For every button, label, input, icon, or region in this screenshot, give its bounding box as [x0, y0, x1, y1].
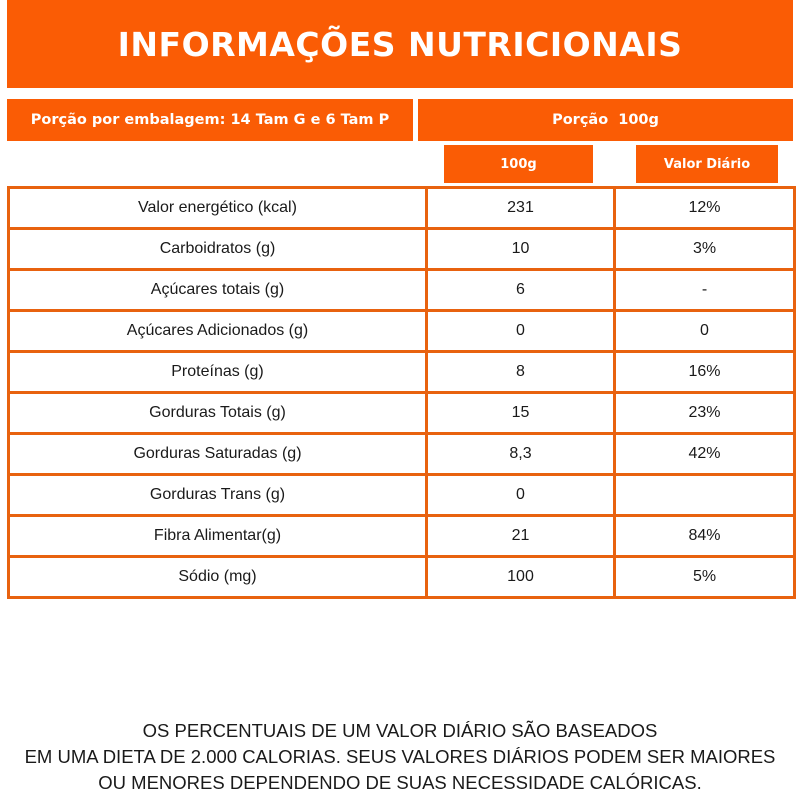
nutrient-amount: 15 — [427, 393, 615, 434]
nutrient-amount: 21 — [427, 516, 615, 557]
nutrient-daily-value — [615, 475, 795, 516]
portion-per-package-banner — [7, 99, 413, 141]
footnote-line: OS PERCENTUAIS DE UM VALOR DIÁRIO SÃO BASEADOS — [142, 720, 658, 741]
nutrient-name: Gorduras Totais (g) — [9, 393, 427, 434]
nutrient-name: Sódio (mg) — [9, 557, 427, 598]
nutrient-name: Gorduras Saturadas (g) — [9, 434, 427, 475]
nutrient-daily-value: 16% — [615, 352, 795, 393]
nutrition-table-body — [9, 188, 795, 598]
nutrient-name: Fibra Alimentar(g) — [9, 516, 427, 557]
nutrient-amount: 231 — [427, 188, 615, 229]
nutrient-daily-value: 23% — [615, 393, 795, 434]
nutrient-daily-value: 42% — [615, 434, 795, 475]
table-row — [9, 352, 795, 393]
nutrition-table — [7, 186, 796, 599]
amount-column-header — [444, 145, 593, 183]
nutrient-name: Valor energético (kcal) — [9, 188, 427, 229]
table-row — [9, 557, 795, 598]
table-row — [9, 270, 795, 311]
nutrient-daily-value: - — [615, 270, 795, 311]
nutrient-amount: 8 — [427, 352, 615, 393]
nutrient-daily-value: 3% — [615, 229, 795, 270]
nutrient-amount: 6 — [427, 270, 615, 311]
portion-size-label: Porção 100g — [552, 112, 659, 128]
table-row — [9, 434, 795, 475]
daily-value-column-label: Valor Diário — [663, 156, 751, 172]
page-title: INFORMAÇÕES NUTRICIONAIS — [117, 24, 683, 64]
nutrient-amount: 10 — [427, 229, 615, 270]
nutrient-amount: 100 — [427, 557, 615, 598]
table-row — [9, 229, 795, 270]
nutrient-name: Gorduras Trans (g) — [9, 475, 427, 516]
daily-value-footnote — [0, 718, 800, 796]
footnote-line: EM UMA DIETA DE 2.000 CALORIAS. SEUS VALORES DIÁRIOS PODEM SER MAIORES — [24, 746, 776, 767]
title-banner — [7, 0, 793, 88]
daily-value-column-header — [636, 145, 778, 183]
nutrient-amount: 0 — [427, 475, 615, 516]
nutrient-name: Carboidratos (g) — [9, 229, 427, 270]
nutrient-name: Açúcares totais (g) — [9, 270, 427, 311]
nutrient-daily-value: 0 — [615, 311, 795, 352]
footnote-line: OU MENORES DEPENDENDO DE SUAS NECESSIDADE CALÓRICAS. — [98, 772, 702, 793]
table-row — [9, 393, 795, 434]
table-row — [9, 311, 795, 352]
nutrient-daily-value: 12% — [615, 188, 795, 229]
nutrient-name: Proteínas (g) — [9, 352, 427, 393]
nutrient-amount: 8,3 — [427, 434, 615, 475]
table-row — [9, 516, 795, 557]
nutrient-amount: 0 — [427, 311, 615, 352]
table-row — [9, 188, 795, 229]
nutrient-daily-value: 84% — [615, 516, 795, 557]
portion-per-package-label: Porção por embalagem: 14 Tam G e 6 Tam P — [30, 112, 390, 128]
nutrient-name: Açúcares Adicionados (g) — [9, 311, 427, 352]
table-row — [9, 475, 795, 516]
portion-size-banner — [418, 99, 793, 141]
nutrient-daily-value: 5% — [615, 557, 795, 598]
amount-column-label: 100g — [500, 156, 537, 172]
